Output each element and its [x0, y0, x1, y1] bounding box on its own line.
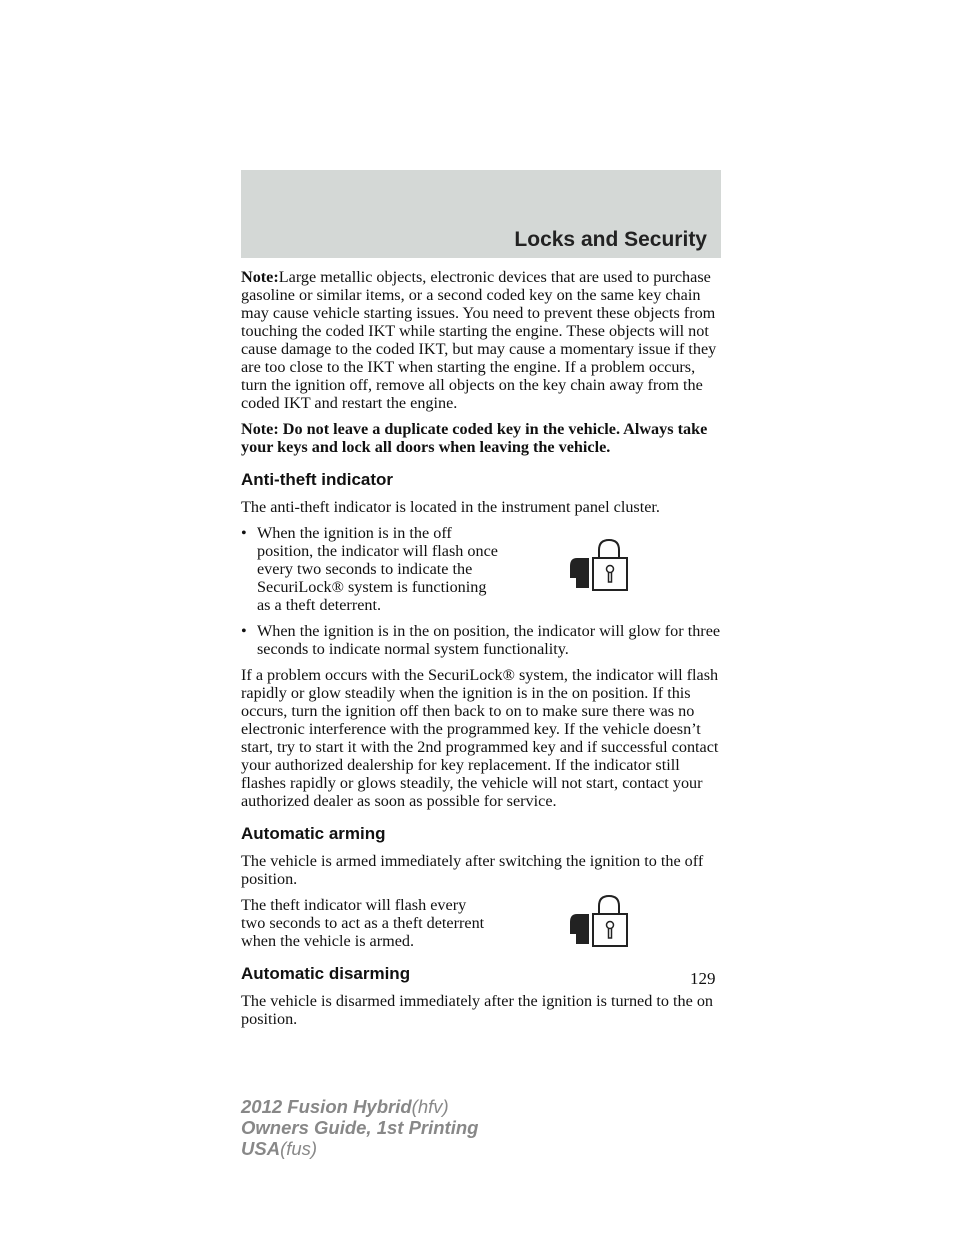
armed-indicator-block: [241, 896, 721, 950]
vehicle-padlock-icon: [566, 892, 636, 948]
duplicate-key-note: Note: Do not leave a duplicate coded key in the vehicle. Always take your keys and lock all doors when leaving the vehicle.: [241, 420, 708, 456]
list-item: [241, 524, 721, 614]
bullet-glyph: •: [241, 524, 247, 542]
bullet-text-off-position: When the ignition is in the off position, the indicator will flash once every two seconds to indicate the SecuriLock® system is functioning as a theft deterrent.: [257, 524, 498, 614]
note-text: Large metallic objects, electronic devices that are used to purchase gasoline or similar items, or a second coded key on the same key chain may cause vehicle starting issues. You need to prevent these objects from touching the coded IKT while starting the engine. These objects will not cause damage to the coded IKT, but may cause a momentary issue if they are too close to the IKT when starting the engine. If a problem occurs, turn the ignition off, remove all objects on the key chain away from the coded IKT and restart the engine.: [241, 268, 717, 412]
armed-indicator-text: The theft indicator will flash every two seconds to act as a theft deterrent when the vehicle is armed.: [241, 896, 485, 950]
footer-line-3: [241, 1138, 478, 1159]
page-number: 129: [690, 969, 716, 988]
footer-market-code: (fus): [280, 1138, 318, 1159]
bullet-text-on-position: When the ignition is in the on position, the indicator will glow for three seconds to indicate normal system functionality.: [257, 622, 721, 658]
footer-line-2: Owners Guide, 1st Printing: [241, 1117, 479, 1138]
bullet-glyph: •: [241, 622, 247, 640]
anti-theft-heading: Anti-theft indicator: [241, 470, 394, 489]
footer-model: 2012 Fusion Hybrid: [241, 1096, 412, 1117]
footer-line-1: [241, 1096, 478, 1117]
section-header-band: [241, 170, 721, 258]
automatic-disarming-text: The vehicle is disarmed immediately after the ignition is turned to the on position.: [241, 992, 714, 1028]
anti-theft-intro: The anti-theft indicator is located in the instrument panel cluster.: [241, 498, 660, 516]
list-item: [241, 622, 721, 658]
footer-model-code: (hfv): [411, 1096, 449, 1117]
section-title: Locks and Security: [514, 228, 707, 251]
automatic-arming-text: The vehicle is armed immediately after switching the ignition to the off position.: [241, 852, 704, 888]
anti-theft-list: [241, 524, 721, 658]
note-label: Note:: [241, 268, 279, 286]
automatic-disarming-heading: Automatic disarming: [241, 964, 411, 983]
vehicle-padlock-icon: [566, 536, 636, 592]
footer: [241, 1096, 478, 1159]
footer-market: USA: [241, 1138, 281, 1159]
securilock-problem-paragraph: If a problem occurs with the SecuriLock® system, the indicator will flash rapidly or glow steadily when the ignition is in the on position. If this occurs, turn the ignition off then back to on to make sure there was no electronic interference with the programmed key. If the vehicle doesn’t start, try to start it with the 2nd programmed key and if successful contact your authorized dealership for key replacement. If the indicator still flashes rapidly or glows steadily, the vehicle will not start, contact your authorized dealer as soon as possible for service.: [241, 666, 719, 810]
automatic-arming-heading: Automatic arming: [241, 824, 386, 843]
page-content: [241, 268, 721, 1036]
note-paragraph: [241, 268, 721, 412]
